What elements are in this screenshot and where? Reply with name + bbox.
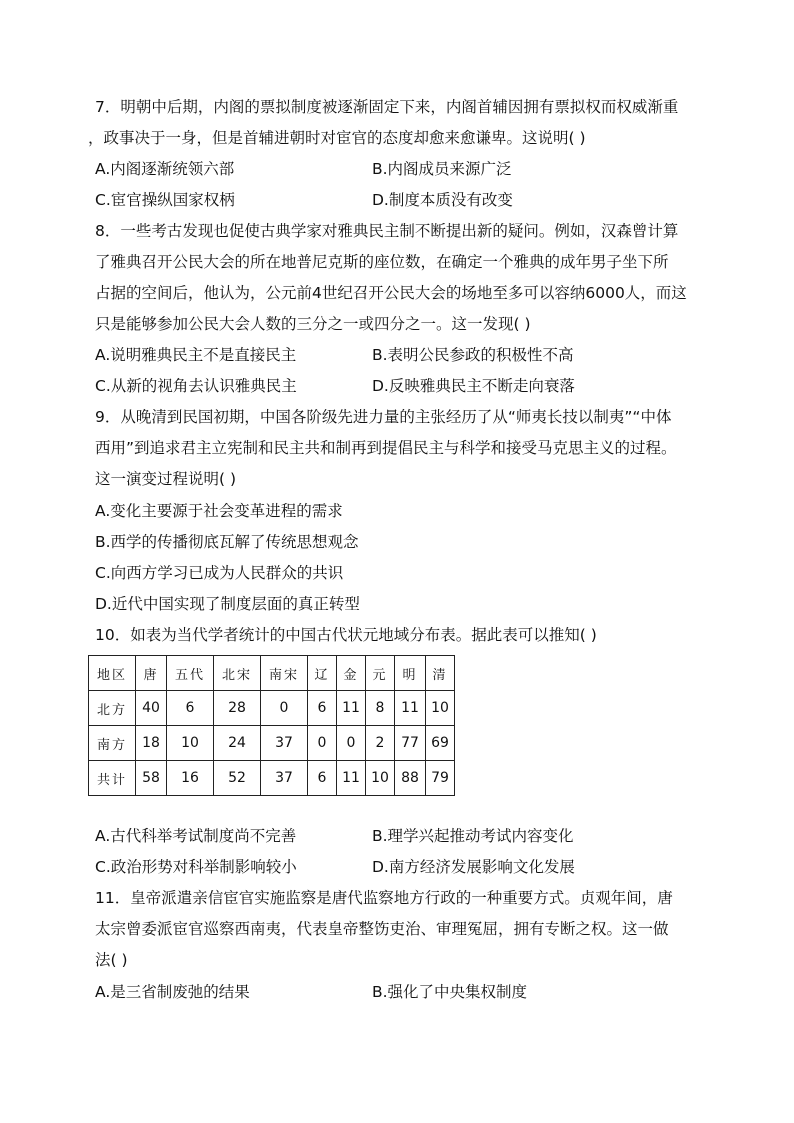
table-header-cell: 金	[337, 656, 366, 691]
question-9-option-c: C.向西方学习已成为人民群众的共识	[95, 564, 344, 582]
table-cell: 0	[308, 726, 337, 761]
question-8-line-1: 8．一些考古发现也促使古典学家对雅典民主制不断提出新的疑问。例如，汉森曾计算	[95, 222, 679, 240]
table-cell: 18	[136, 726, 167, 761]
table-cell: 24	[214, 726, 261, 761]
question-8-option-a: A.说明雅典民主不是直接民主	[95, 346, 297, 364]
table-cell: 8	[366, 691, 395, 726]
table-header-cell: 唐	[136, 656, 167, 691]
table-header-cell: 南宋	[261, 656, 308, 691]
table-cell: 0	[337, 726, 366, 761]
table-cell: 6	[308, 761, 337, 796]
table-cell: 北方	[89, 691, 136, 726]
table-cell: 40	[136, 691, 167, 726]
question-10-option-a: A.古代科举考试制度尚不完善	[95, 827, 297, 845]
table-row	[89, 691, 455, 726]
table-cell: 共计	[89, 761, 136, 796]
table-cell: 28	[214, 691, 261, 726]
table-cell: 6	[167, 691, 214, 726]
table-cell: 11	[395, 691, 426, 726]
table-cell: 58	[136, 761, 167, 796]
question-9-line-2: 西用”到追求君主立宪制和民主共和制再到提倡民主与科学和接受马克思主义的过程。	[95, 439, 677, 457]
question-11-line-2: 太宗曾委派宦官巡察西南夷，代表皇帝整饬吏治、审理冤屈，拥有专断之权。这一做	[95, 920, 669, 938]
table-row	[89, 761, 455, 796]
question-9-line-1: 9．从晚清到民国初期，中国各阶级先进力量的主张经历了从“师夷长技以制夷”“中体	[95, 408, 672, 426]
question-11-option-a: A.是三省制废弛的结果	[95, 983, 250, 1001]
table-cell: 37	[261, 761, 308, 796]
question-8-option-b: B.表明公民参政的积极性不高	[372, 346, 574, 364]
table-cell: 37	[261, 726, 308, 761]
table-cell: 79	[426, 761, 455, 796]
table-cell: 11	[337, 761, 366, 796]
question-8-line-4: 只是能够参加公民大会人数的三分之一或四分之一。这一发现( )	[95, 315, 531, 333]
table-header-cell: 五代	[167, 656, 214, 691]
table-cell: 2	[366, 726, 395, 761]
question-8-line-3: 占据的空间后，他认为，公元前4世纪召开公民大会的场地至多可以容纳6000人，而这	[95, 284, 687, 302]
question-9-option-a: A.变化主要源于社会变革进程的需求	[95, 502, 343, 520]
question-10-line-1: 10．如表为当代学者统计的中国古代状元地域分布表。据此表可以推知( )	[95, 626, 597, 644]
table-header-cell: 辽	[308, 656, 337, 691]
question-7-line-2: ，政事决于一身，但是首辅进朝时对宦官的态度却愈来愈谦卑。这说明( )	[88, 129, 586, 147]
question-9-option-b: B.西学的传播彻底瓦解了传统思想观念	[95, 533, 359, 551]
table-header-row	[89, 656, 455, 691]
question-7-option-c: C.宦官操纵国家权柄	[95, 191, 235, 209]
table-cell: 16	[167, 761, 214, 796]
table-row	[89, 726, 455, 761]
question-11-option-b: B.强化了中央集权制度	[372, 983, 528, 1001]
question-10-option-b: B.理学兴起推动考试内容变化	[372, 827, 574, 845]
table-cell: 南方	[89, 726, 136, 761]
table-cell: 69	[426, 726, 455, 761]
question-11-line-3: 法( )	[95, 951, 128, 969]
table-cell: 52	[214, 761, 261, 796]
table-header-cell: 元	[366, 656, 395, 691]
table-cell: 10	[167, 726, 214, 761]
question-8-option-c: C.从新的视角去认识雅典民主	[95, 377, 297, 395]
question-9-line-3: 这一演变过程说明( )	[95, 470, 237, 488]
table-header-cell: 明	[395, 656, 426, 691]
table-header-cell: 清	[426, 656, 455, 691]
table-header-cell: 北宋	[214, 656, 261, 691]
question-11-line-1: 11．皇帝派遣亲信宦官实施监察是唐代监察地方行政的一种重要方式。贞观年间，唐	[95, 889, 673, 907]
table-header-cell: 地区	[89, 656, 136, 691]
question-8-option-d: D.反映雅典民主不断走向衰落	[372, 377, 575, 395]
question-10-option-d: D.南方经济发展影响文化发展	[372, 858, 575, 876]
table-cell: 6	[308, 691, 337, 726]
table-cell: 88	[395, 761, 426, 796]
question-8-line-2: 了雅典召开公民大会的所在地普尼克斯的座位数，在确定一个雅典的成年男子坐下所	[95, 253, 669, 271]
table-cell: 77	[395, 726, 426, 761]
question-10-option-c: C.政治形势对科举制影响较小	[95, 858, 297, 876]
table-cell: 11	[337, 691, 366, 726]
table-cell: 10	[426, 691, 455, 726]
zhuangyuan-distribution-table	[88, 655, 455, 796]
question-7-line-1: 7．明朝中后期，内阁的票拟制度被逐渐固定下来，内阁首辅因拥有票拟权而权威渐重	[95, 98, 679, 116]
question-7-option-b: B.内阁成员来源广泛	[372, 160, 512, 178]
question-7-option-a: A.内阁逐渐统领六部	[95, 160, 235, 178]
table-cell: 0	[261, 691, 308, 726]
question-9-option-d: D.近代中国实现了制度层面的真正转型	[95, 595, 360, 613]
question-7-option-d: D.制度本质没有改变	[372, 191, 513, 209]
table-cell: 10	[366, 761, 395, 796]
